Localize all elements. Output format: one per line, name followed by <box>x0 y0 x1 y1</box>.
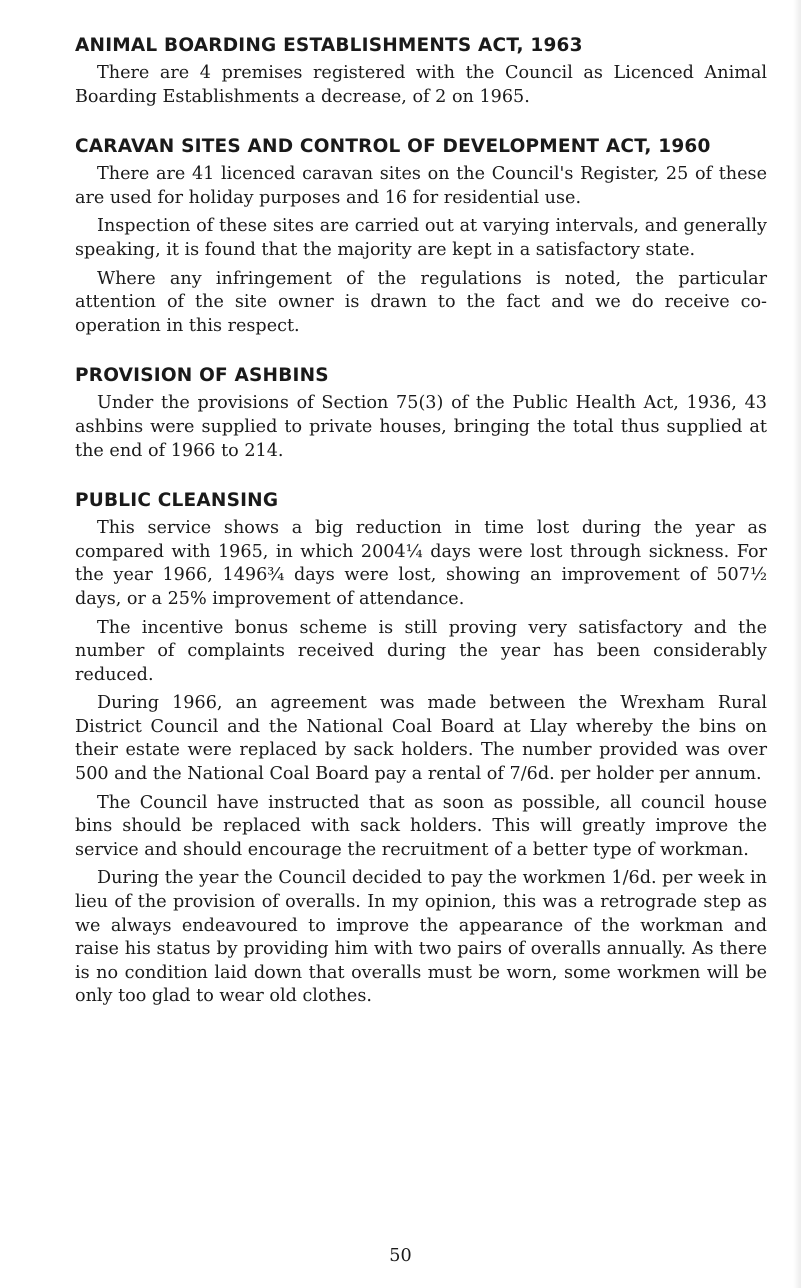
paragraph: Inspection of these sites are carried out at varying intervals, and generally speaking, it is found that the majority are kept in a satisfactory state. <box>75 216 767 260</box>
section-ashbins <box>75 364 767 463</box>
page-number: 50 <box>389 1246 412 1266</box>
paragraph: During 1966, an agreement was made between the Wrexham Rural District Council and the National Coal Board at Llay whereby the bins on their estate were replaced by sack holders. The number provided was over 500 and the National Coal Board pay a rental of 7/6d. per holder per annum. <box>75 693 767 785</box>
paragraph: During the year the Council decided to pay the workmen 1/6d. per week in lieu of the provision of overalls. In my opinion, this was a retrograde step as we always endeavoured to improve the appearance of the workman and raise his status by providing him with two pairs of overalls annually. As there is no condition laid down that overalls must be worn, some workmen will be only too glad to wear old clothes. <box>75 868 767 1007</box>
section-heading: PROVISION OF ASHBINS <box>75 365 329 387</box>
paragraph: This service shows a big reduction in time lost during the year as compared with 1965, in which 2004¼ days were lost through sickness. For the year 1966, 1496¾ days were lost, showing an improvement of 507½ days, or a 25% improvement of attendance. <box>75 518 767 609</box>
document-page <box>75 34 767 1035</box>
section-animal-boarding <box>75 34 767 109</box>
section-heading: ANIMAL BOARDING ESTABLISHMENTS ACT, 1963 <box>75 35 583 56</box>
section-heading: PUBLIC CLEANSING <box>75 490 279 512</box>
paragraph: The incentive bonus scheme is still proving very satisfactory and the number of complaints received during the year has been considerably reduced. <box>75 617 767 685</box>
section-heading: CARAVAN SITES AND CONTROL OF DEVELOPMENT ACT, 1960 <box>75 136 711 158</box>
paragraph: Where any infringement of the regulations is noted, the particular attention of the site owner is drawn to the fact and we do receive co-operation in this respect. <box>75 268 767 336</box>
section-public-cleansing <box>75 489 767 1009</box>
paragraph: The Council have instructed that as soon as possible, all council house bins should be replaced with sack holders. This will greatly improve the service and should encourage the recruitment of a better type of workman. <box>75 792 767 860</box>
section-caravan-sites <box>75 135 767 338</box>
paragraph: There are 4 premises registered with the Council as Licenced Animal Boarding Establishments a decrease, of 2 on 1965. <box>75 63 767 107</box>
page-edge-shadow <box>793 0 801 1288</box>
paragraph: Under the provisions of Section 75(3) of the Public Health Act, 1936, 43 ashbins were supplied to private houses, bringing the total thus supplied at the end of 1966 to 214. <box>75 393 767 461</box>
paragraph: There are 41 licenced caravan sites on the Council's Register, 25 of these are used for holiday purposes and 16 for residential use. <box>75 164 767 208</box>
